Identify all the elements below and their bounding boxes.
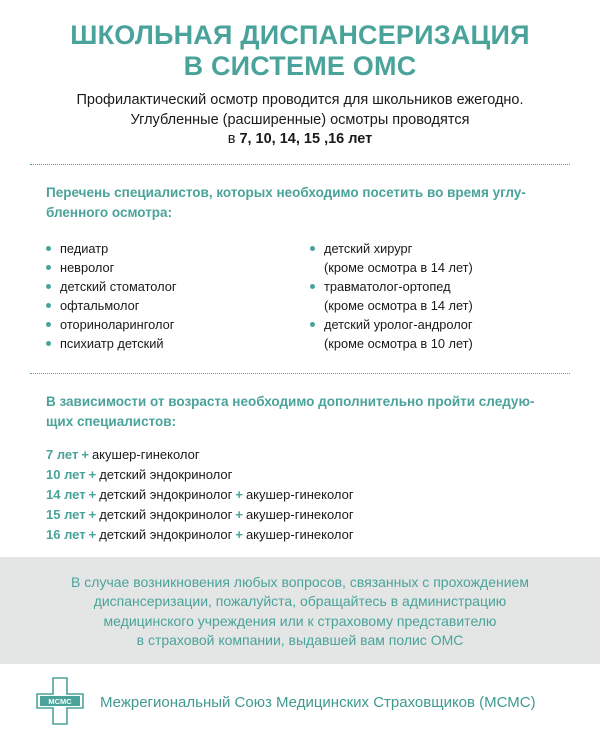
age-heading [46,392,566,432]
intro-line-3-prefix: в [227,131,240,147]
info-line-1: В случае возникновения любых вопросов, связанных с прохождением [71,574,529,590]
intro-ages: 7, 10, 14, 15 ,16 лет [239,131,373,147]
divider-top [30,164,570,165]
list-item-note: (кроме осмотра в 10 лет) [324,336,473,351]
intro-line-2: Углубленные (расширенные) осмотры проводятся [130,111,470,128]
bullet-icon [310,322,315,327]
age-row [46,445,354,465]
info-text [0,573,600,650]
info-line-2: диспансеризации, пожалуйста, обращайтесь в администрацию [93,593,507,610]
list-item [46,296,177,315]
specialist-name: детский эндокринолог [99,507,233,522]
list-item [46,239,177,258]
specialists-heading [46,183,566,223]
bullet-icon [46,265,51,270]
bullet-icon [46,284,51,289]
list-item-label: травматолог-ортопед [324,279,451,294]
divider-middle [30,373,570,374]
list-item-label: офтальмолог [60,298,140,313]
specialists-list-left [46,239,177,353]
plus-icon: + [235,507,243,522]
plus-icon: + [88,507,97,522]
age-row [46,505,354,525]
age-row [46,465,354,485]
age-row [46,485,354,505]
age-label: 16 лет [46,527,86,542]
specialist-name: детский эндокринолог [99,527,233,542]
intro-line-1: Профилактический осмотр проводится для школьников ежегодно. [76,92,524,108]
specialists-heading-line-2: бленного осмотра: [46,205,173,220]
plus-icon: + [81,447,89,462]
specialists-list-right [310,239,473,353]
plus-icon: + [235,487,243,502]
specialist-name: детский эндокринолог [99,487,233,502]
age-row [46,525,354,545]
list-item-note: (кроме осмотра в 14 лет) [324,260,473,275]
list-item [46,334,177,353]
age-heading-line-1: В зависимости от возраста необходимо дополнительно пройти следую- [46,394,535,409]
list-item [310,315,473,334]
list-item [310,239,473,258]
info-line-3: медицинского учреждения или к страховому представителю [103,612,497,629]
specialist-name: акушер-гинеколог [245,507,354,522]
plus-icon: + [88,487,97,502]
bullet-icon [310,284,315,289]
list-item [46,258,177,277]
list-item-label: педиатр [60,241,109,256]
bullet-icon [310,246,315,251]
specialists-heading-line-1: Перечень специалистов, которых необходимо посетить во время углу- [46,185,526,200]
specialist-name: акушер-гинеколог [91,447,200,462]
intro-line-3 [0,130,600,150]
list-item-label: психиатр детский [60,336,164,351]
list-item-label: детский хирург [324,241,413,256]
list-item-label: детский стоматолог [60,279,177,294]
bullet-icon [46,322,51,327]
list-item [310,277,473,296]
list-item-label: детский уролог-андролог [324,317,473,332]
info-line-4: в страховой компании, выдавшей вам полис ОМС [136,631,464,648]
plus-icon: + [235,527,243,542]
list-item-label: оториноларинголог [60,317,175,332]
organization-name: Межрегиональный Союз Медицинских Страховщиков (МСМС) [100,694,536,711]
msms-logo [36,677,84,725]
specialist-name: детский эндокринолог [99,467,233,482]
bullet-icon [46,246,51,251]
page-title [0,20,600,82]
plus-icon: + [88,467,97,482]
intro-text [0,91,600,150]
age-rows [46,445,354,545]
list-item-note: (кроме осмотра в 14 лет) [324,298,473,313]
age-heading-line-2: щих специалистов: [46,414,177,429]
specialist-name: акушер-гинеколог [245,487,354,502]
specialist-name: акушер-гинеколог [245,527,354,542]
plus-icon: + [88,527,97,542]
age-label: 7 лет [46,447,79,462]
bullet-icon [46,341,51,346]
title-line-1: ШКОЛЬНАЯ ДИСПАНСЕРИЗАЦИЯ [70,20,530,50]
age-label: 14 лет [46,487,86,502]
list-item [46,277,177,296]
list-item-label: невролог [60,260,115,275]
bullet-icon [46,303,51,308]
title-line-2: В СИСТЕМЕ ОМС [183,51,417,81]
age-label: 15 лет [46,507,86,522]
list-item [46,315,177,334]
logo-text: МСМС [48,697,72,706]
age-label: 10 лет [46,467,86,482]
